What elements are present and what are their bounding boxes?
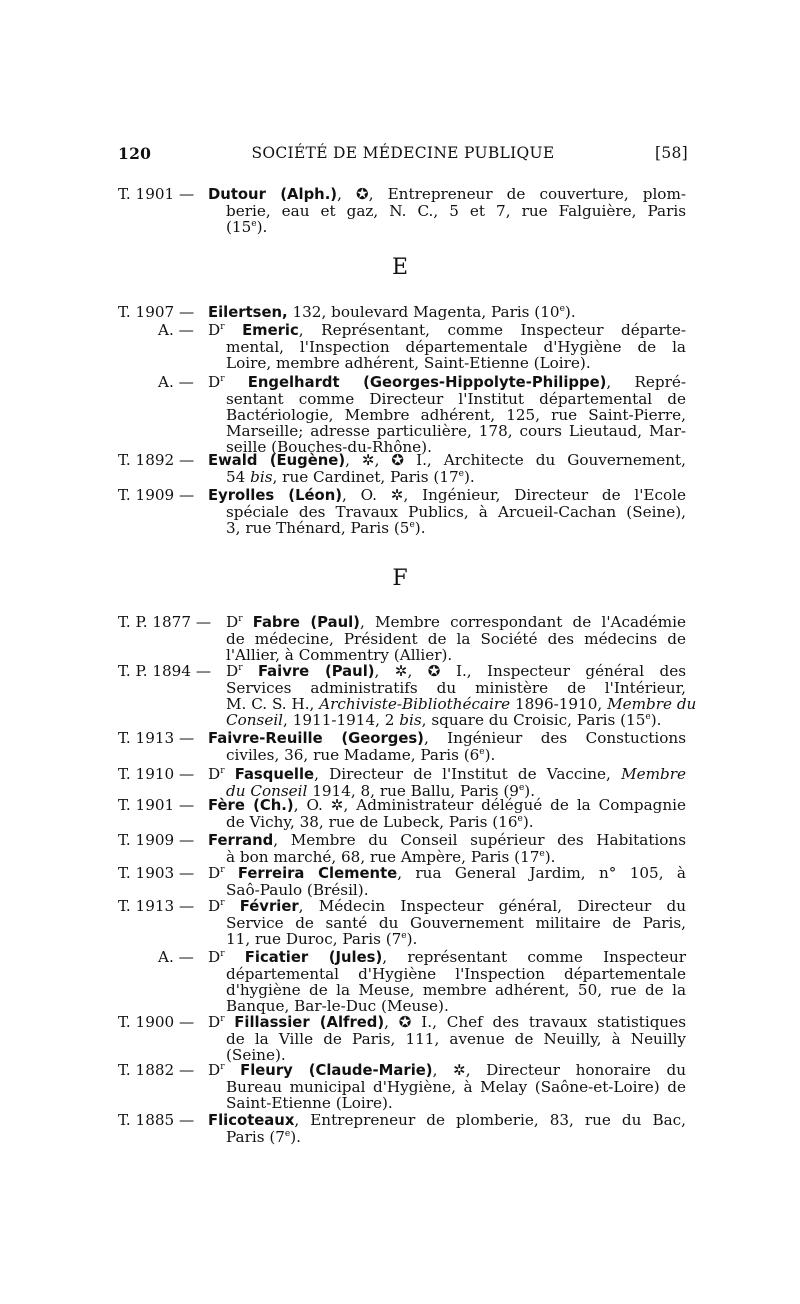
entry-line: d'hygiène de la Meuse, membre adhérent, 50, rue de la (226, 981, 686, 999)
entry-body (208, 452, 686, 485)
entry-body (208, 614, 686, 663)
entry-line: Banque, Bar-le-Duc (Meuse). (226, 997, 449, 1015)
entry-prefix: T. 1909 — (118, 831, 195, 849)
entry-body (208, 865, 686, 898)
entry-line: $D^r$ Fabre (Paul), Membre correspondant de l'Académie (226, 613, 686, 631)
entry-prefix: A. — (158, 321, 194, 339)
entry-line: (Seine). (226, 1046, 286, 1064)
entry-line: (15e). (226, 218, 268, 236)
entry-line: Bureau municipal d'Hygiène, à Melay (Saône-et-Loire) de (226, 1078, 686, 1096)
entry-line: Services administratifs du ministère de l'Intérieur, (226, 679, 686, 697)
entry-line: spéciale des Travaux Publics, à Arcueil-Cachan (Seine), (226, 503, 686, 521)
entry-line: de la Ville de Paris, 111, avenue de Neuilly, à Neuilly (226, 1030, 686, 1048)
entry-prefix: T. P. 1894 — (118, 662, 212, 680)
entry-line: Paris (7e). (226, 1128, 302, 1146)
entry-line: $D^r$ Fillassier (Alfred), ✪ I., Chef des travaux statistiques (208, 1013, 686, 1031)
entry-line: Faivre-Reuille (Georges), Ingénieur des Constuctions (208, 729, 687, 747)
entry-prefix: T. 1909 — (118, 486, 195, 504)
entry-body (208, 186, 686, 235)
entry-line: Ewald (Eugène), ✲, ✪ I., Architecte du Gouvernement, (208, 451, 686, 469)
page-reference: [58] (654, 144, 688, 162)
entry-line: départemental d'Hygiène l'Inspection départementale (226, 965, 686, 983)
entry-prefix: T. P. 1877 — (118, 613, 212, 631)
entry-line: Dutour (Alph.), ✪, Entrepreneur de couverture, plom- (208, 185, 686, 203)
entry-prefix: A. — (158, 373, 194, 391)
entry-line: Loire, membre adhérent, Saint-Etienne (Loire). (226, 354, 591, 372)
entry-prefix: T. 1907 — (118, 303, 195, 321)
entry-line: Bactériologie, Membre adhérent, 125, rue Saint-Pierre, (226, 406, 686, 424)
entry-line: M. C. S. H., Archiviste-Bibliothécaire 1896-1910, Membre du (226, 695, 697, 713)
entry-prefix: T. 1900 — (118, 1013, 195, 1031)
entry-line: sentant comme Directeur l'Institut départemental de (226, 390, 686, 408)
entry-line: de médecine, Président de la Société des médecins de (226, 630, 686, 648)
entry-prefix: T. 1913 — (118, 729, 195, 747)
entry-body (208, 322, 686, 371)
entry-body (208, 797, 686, 830)
entry-body (208, 949, 686, 1014)
entry-body (208, 766, 686, 799)
entry-body (208, 662, 697, 729)
entry-line: Service de santé du Gouvernement militaire de Paris, (226, 914, 686, 932)
entry-line: $D^r$ Emeric, Représentant, comme Inspecteur départe- (208, 321, 686, 339)
entry-body (208, 730, 686, 763)
entry-line: Saô-Paulo (Brésil). (226, 881, 369, 899)
entry-line: berie, eau et gaz, N. C., 5 et 7, rue Falguière, Paris (226, 202, 686, 220)
entry-line: $D^r$ Faivre (Paul), ✲, ✪ I., Inspecteur général des (226, 662, 686, 680)
running-title: SOCIÉTÉ DE MÉDECINE PUBLIQUE (251, 144, 555, 162)
entry-line: Fère (Ch.), O. ✲, Administrateur délégué de la Compagnie (208, 796, 686, 814)
entry-line: l'Allier, à Commentry (Allier). (226, 646, 453, 664)
entry-body (208, 1112, 686, 1145)
entry-prefix: T. 1882 — (118, 1061, 195, 1079)
entry-body (208, 304, 686, 321)
entry-line: Eyrolles (Léon), O. ✲, Ingénieur, Directeur de l'Ecole (208, 486, 687, 504)
entry-prefix: A. — (158, 948, 194, 966)
entry-prefix: T. 1903 — (118, 864, 195, 882)
entry-body (208, 832, 686, 865)
entry-line: $D^r$ Février, Médecin Inspecteur général, Directeur du (208, 897, 687, 915)
entry-line: seille (Bouches-du-Rhône). (226, 438, 432, 456)
entry-line: Conseil, 1911-1914, 2 bis, square du Croisic, Paris (15e). (226, 711, 662, 729)
entry-prefix: T. 1901 — (118, 185, 195, 203)
letter-heading-e: E (391, 255, 409, 280)
letter-heading-f: F (392, 566, 408, 591)
entry-body (208, 898, 686, 947)
entry-body (208, 1014, 686, 1063)
entry-prefix: T. 1885 — (118, 1111, 195, 1129)
entry-line: du Conseil 1914, 8, rue Ballu, Paris (9e). (226, 782, 536, 800)
page-header (118, 144, 688, 166)
entry-prefix: T. 1892 — (118, 451, 195, 469)
entry-line: $D^r$ Fasquelle, Directeur de l'Institut de Vaccine, Membre (208, 765, 686, 783)
entry-line: $D^r$ Ficatier (Jules), représentant comme Inspecteur (208, 948, 687, 966)
entry-line: de Vichy, 38, rue de Lubeck, Paris (16e). (226, 813, 534, 831)
entry-line: 11, rue Duroc, Paris (7e). (226, 930, 418, 948)
entry-line: civiles, 36, rue Madame, Paris (6e). (226, 746, 496, 764)
entry-prefix: T. 1913 — (118, 897, 195, 915)
entry-line: $D^r$ Ferreira Clemente, rua General Jardim, n° 105, à (208, 864, 686, 882)
entry-line: Saint-Etienne (Loire). (226, 1094, 393, 1112)
entry-line: 3, rue Thénard, Paris (5e). (226, 519, 426, 537)
entry-line: 54 bis, rue Cardinet, Paris (17e). (226, 468, 475, 486)
entry-line: $D^r$ Engelhardt (Georges-Hippolyte-Philippe), Repré- (208, 373, 686, 391)
entry-body (208, 487, 686, 536)
entry-line: à bon marché, 68, rue Ampère, Paris (17e). (226, 848, 556, 866)
page-number: 120 (118, 144, 152, 163)
entry-line: Eilertsen, 132, boulevard Magenta, Paris (10e). (208, 303, 576, 321)
entry-line: Marseille; adresse particulière, 178, cours Lieutaud, Mar- (226, 422, 686, 440)
entry-body (208, 374, 686, 455)
entry-line: $D^r$ Fleury (Claude-Marie), ✲, Directeur honoraire du (208, 1061, 687, 1079)
entry-line: Flicoteaux, Entrepreneur de plomberie, 83, rue du Bac, (208, 1111, 686, 1129)
entry-body (208, 1062, 686, 1111)
entry-line: Ferrand, Membre du Conseil supérieur des Habitations (208, 831, 686, 849)
entry-prefix: T. 1901 — (118, 796, 195, 814)
entry-line: mental, l'Inspection départementale d'Hygiène de la (226, 338, 686, 356)
entry-prefix: T. 1910 — (118, 765, 195, 783)
